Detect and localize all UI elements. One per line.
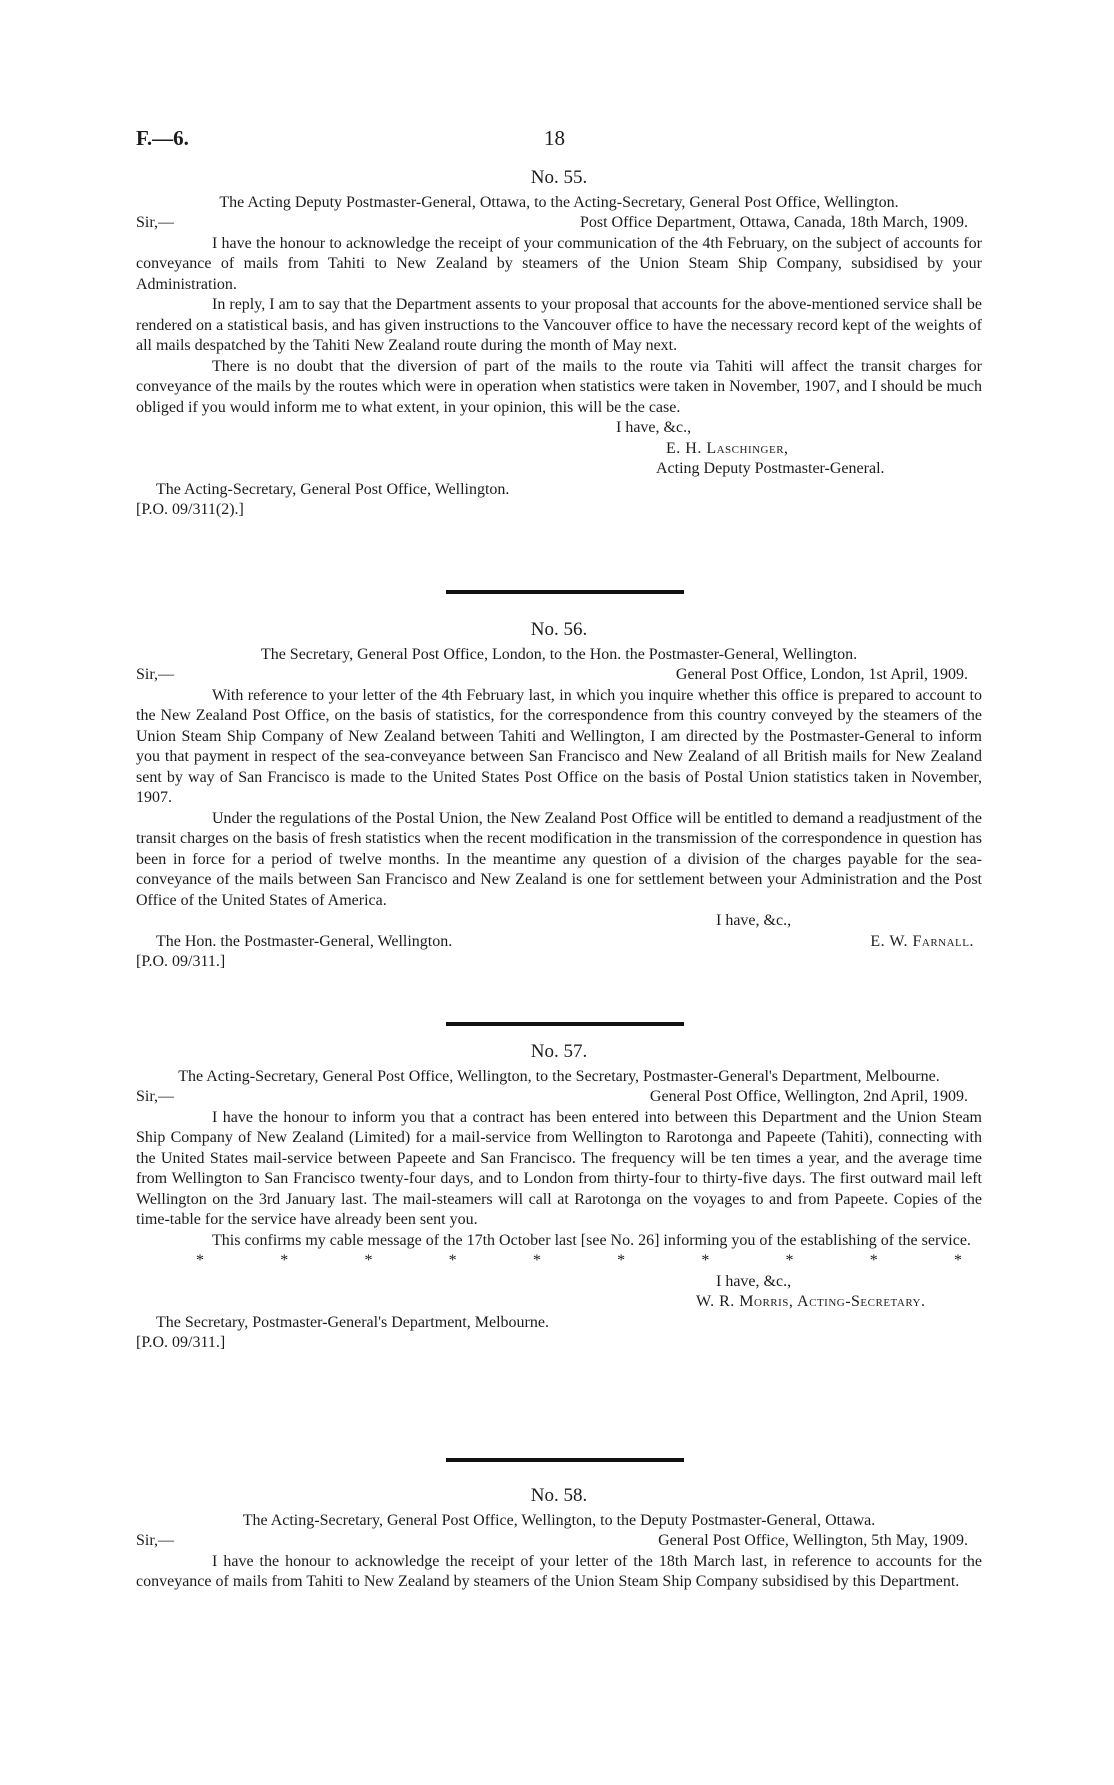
salutation: Sir,—	[136, 666, 175, 683]
paragraph: This confirms my cable message of the 17th October last [see No. 26] informing you of the establishing of the service.	[212, 1231, 971, 1249]
star: *	[617, 1252, 626, 1269]
file-reference: [P.O. 09/311.]	[136, 953, 226, 970]
letter-number: No. 56.	[530, 619, 588, 640]
addressee-signature-row	[136, 932, 982, 953]
paragraph: Under the regulations of the Postal Union, the New Zealand Post Office will be entitled to demand a readjustment of the transit charges on the basis of fresh statistics when the recent modification in the transmission of the correspondence in question has been in force for a period of twelve months. In the meantime any question of a division of the charges payable for the sea-conveyance of the mails between San Francisco and New Zealand is one for settlement between your Administration and the Post Office of the United States of America.	[136, 809, 982, 909]
letter-56	[136, 620, 982, 973]
signature-title: Acting Deputy Postmaster-General.	[656, 460, 885, 477]
star: *	[701, 1252, 710, 1269]
letter-58	[136, 1486, 982, 1593]
section-divider	[446, 1022, 684, 1026]
place-date: General Post Office, Wellington, 2nd April, 1909.	[649, 1088, 968, 1105]
closing: I have, &c.,	[716, 1272, 792, 1290]
star: *	[196, 1252, 204, 1269]
letter-heading: The Secretary, General Post Office, London, to the Hon. the Postmaster-General, Wellington.	[260, 645, 858, 663]
place-date: General Post Office, London, 1st April, 1909.	[675, 666, 968, 683]
salutation-row	[136, 1087, 982, 1108]
closing: I have, &c.,	[716, 912, 792, 929]
file-reference: [P.O. 09/311.]	[136, 1334, 226, 1351]
page-number: 18	[544, 126, 565, 150]
place-date: Post Office Department, Ottawa, Canada, 18th March, 1909.	[579, 214, 968, 231]
letter-number: No. 55.	[530, 167, 588, 188]
place-date: General Post Office, Wellington, 5th May, 1909.	[658, 1532, 968, 1549]
section-divider	[446, 1458, 684, 1462]
salutation-row	[136, 665, 982, 686]
addressee: The Secretary, Postmaster-General's Department, Melbourne.	[156, 1313, 549, 1331]
signature: E. H. Laschinger,	[666, 439, 789, 457]
report-reference: F.—6.	[136, 126, 189, 150]
paragraph: In reply, I am to say that the Department assents to your proposal that accounts for the above-mentioned service shall be rendered on a statistical basis, and has given instructions to the Vancouver office to have the necessary record kept of the weights of all mails despatched by the Tahiti New Zealand route during the month of May next.	[136, 296, 982, 354]
section-divider	[446, 590, 684, 594]
salutation: Sir,—	[136, 214, 175, 231]
star: *	[280, 1252, 289, 1269]
star: *	[448, 1252, 457, 1269]
letter-heading: The Acting-Secretary, General Post Office, Wellington, to the Deputy Postmaster-General, Ottawa.	[242, 1511, 876, 1529]
paragraph: I have the honour to acknowledge the receipt of your letter of the 18th March last, in reference to accounts for the conveyance of mails from Tahiti to New Zealand by steamers of the Union Steam Ship Company subsidised by this Department.	[136, 1552, 982, 1590]
page-header	[136, 126, 982, 156]
star: *	[953, 1252, 962, 1269]
letter-57	[136, 1042, 982, 1354]
letter-number: No. 57.	[530, 1041, 588, 1062]
letter-55	[136, 168, 982, 521]
paragraph: I have the honour to inform you that a contract has been entered into between this Department and the Union Steam Ship Company of New Zealand (Limited) for a mail-service from Wellington to Rarotonga and Papeete (Tahiti), connecting with the United States mail-service between Papeete and San Francisco. The frequency will be ten times a year, and the average time from Wellington to San Francisco twenty-four days, and to London from thirty-four to thirty-five days. The first outward mail left Wellington on the 3rd January last. The mail-steamers will call at Rarotonga on the voyages to and from Papeete. Copies of the time-table for the service have already been sent you.	[136, 1108, 982, 1228]
star: *	[785, 1252, 794, 1269]
closing: I have, &c.,	[616, 419, 692, 436]
file-reference: [P.O. 09/311(2).]	[136, 501, 244, 518]
addressee: The Acting-Secretary, General Post Office, Wellington.	[156, 480, 510, 498]
paragraph: There is no doubt that the diversion of part of the mails to the route via Tahiti will affect the transit charges for conveyance of the mails by the routes which were in operation when statistics were taken in November, 1907, and I should be much obliged if you would inform me to what extent, in your opinion, this will be the case.	[136, 357, 982, 416]
signature: E. W. Farnall.	[870, 932, 974, 950]
star: *	[532, 1252, 541, 1269]
paragraph: With reference to your letter of the 4th February last, in which you inquire whether this office is prepared to account to the New Zealand Post Office, on the basis of statistics, for the correspondence from this country conveyed by the steamers of the Union Steam Ship Company of New Zealand between Tahiti and Wellington, I am directed by the Postmaster-General to inform you that payment in respect of the sea-conveyance between San Francisco and New Zealand of all British mails for New Zealand sent by way of San Francisco is made to the United States Post Office on the basis of Postal Union statistics taken in November, 1907.	[136, 686, 982, 806]
salutation: Sir,—	[136, 1532, 175, 1549]
signature: W. R. Morris, Acting-Secretary.	[696, 1293, 926, 1310]
star: *	[364, 1252, 373, 1269]
addressee: The Hon. the Postmaster-General, Wellington.	[156, 932, 453, 950]
letter-heading: The Acting Deputy Postmaster-General, Ottawa, to the Acting-Secretary, General Post Office, Wellington.	[219, 193, 899, 211]
star: *	[869, 1252, 878, 1269]
salutation-row	[136, 213, 982, 234]
ellipsis-stars	[136, 1251, 982, 1272]
letter-number: No. 58.	[530, 1485, 588, 1506]
letter-heading: The Acting-Secretary, General Post Office, Wellington, to the Secretary, Postmaster-General's Department, Melbourne.	[178, 1067, 940, 1085]
paragraph: I have the honour to acknowledge the receipt of your communication of the 4th February, on the subject of accounts for conveyance of mails from Tahiti to New Zealand by steamers of the Union Steam Ship Company, subsidised by your Administration.	[136, 234, 982, 293]
salutation: Sir,—	[136, 1088, 175, 1105]
salutation-row	[136, 1531, 982, 1552]
